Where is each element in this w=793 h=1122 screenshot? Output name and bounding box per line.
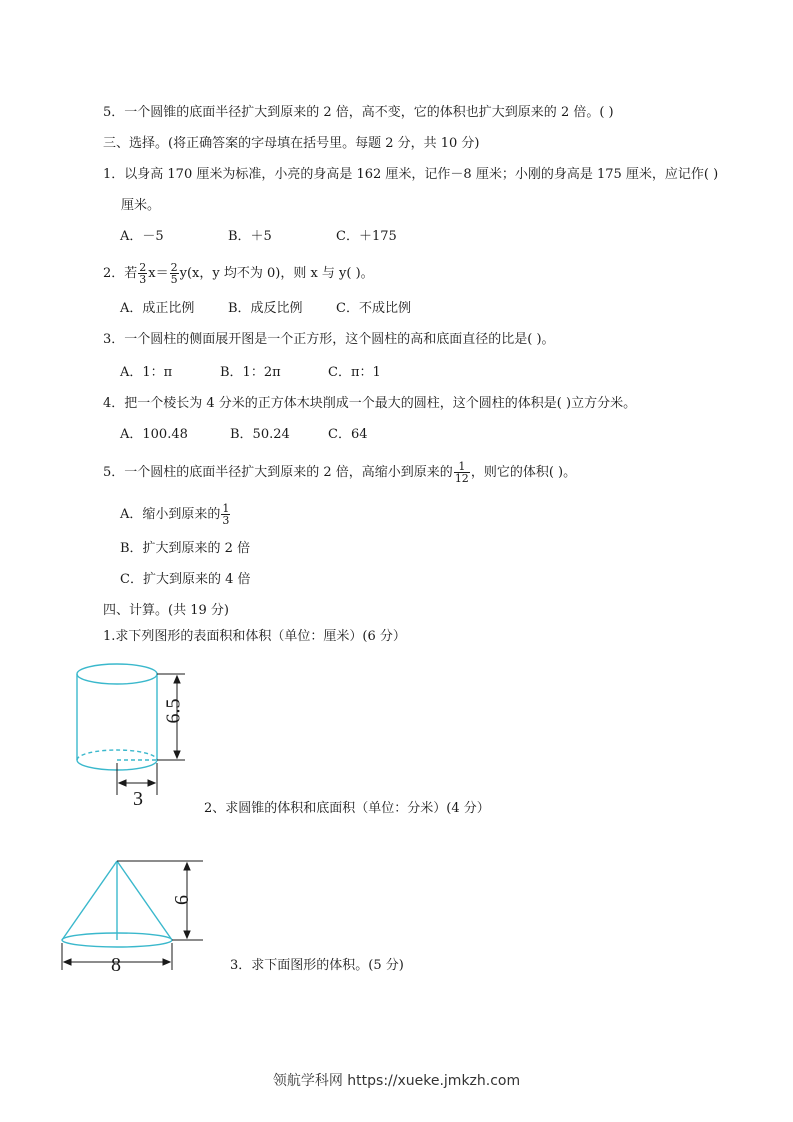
option-a: A．100.48 [120, 427, 188, 442]
fraction-denominator: 12 [454, 472, 469, 485]
choice-1-options [120, 228, 397, 246]
fraction [454, 461, 470, 484]
choice-5-option-b: B．扩大到原来的 2 倍 [120, 541, 251, 556]
option-c: C．不成比例 [336, 301, 411, 316]
cone-left-slant [62, 861, 117, 940]
option-a: A．1：π [120, 365, 173, 380]
fraction [170, 262, 179, 285]
option-a: A．成正比例 [120, 301, 195, 316]
choice-2-text [103, 262, 374, 285]
section-4-title: 四、计算。(共 19 分) [103, 603, 229, 618]
option-a: A．－5 [120, 229, 164, 244]
cone-height-label: 6 [171, 895, 193, 905]
cylinder-height-label: 6.5 [162, 698, 185, 724]
choice-5-prefix: 5．一个圆柱的底面半径扩大到原来的 2 倍，高缩小到原来的 [103, 465, 453, 480]
cone-right-slant [117, 861, 172, 940]
cylinder-top-ellipse [77, 664, 157, 684]
choice-4-text: 4．把一个棱长为 4 分米的正方体木块削成一个最大的圆柱，这个圆柱的体积是( )立方分米。 [103, 396, 637, 411]
fraction [221, 503, 230, 526]
problem-1-title: 1.求下列图形的表面积和体积（单位：厘米）(6 分） [103, 629, 406, 644]
choice-5-suffix: ，则它的体积( )。 [470, 465, 577, 480]
choice-5-option-c: C．扩大到原来的 4 倍 [120, 572, 251, 587]
cylinder-radius-label: 3 [133, 788, 143, 810]
cone-diameter-label: 8 [111, 954, 121, 976]
choice-2-prefix: 2．若 [103, 266, 138, 281]
option-c: C．＋175 [336, 229, 397, 244]
choice-1-cont: 厘米。 [121, 198, 161, 213]
fraction-denominator: 3 [139, 273, 147, 286]
option-b: B．＋5 [228, 229, 272, 244]
cylinder-figure [60, 655, 200, 815]
problem-3-title: 3．求下面图形的体积。(5 分) [230, 958, 404, 973]
fraction-numerator: 2 [170, 261, 178, 274]
problem-2-title: 2、求圆锥的体积和底面积（单位：分米）(4 分） [204, 801, 490, 816]
choice-5-option-a [120, 503, 231, 526]
cylinder-bottom-back [77, 750, 157, 760]
fraction-numerator: 2 [139, 261, 147, 274]
fraction-numerator: 1 [454, 461, 470, 473]
fraction-numerator: 1 [222, 502, 230, 515]
option-b: B．成反比例 [228, 301, 303, 316]
footer-watermark: 领航学科网 https://xueke.jmkzh.com [272, 1073, 521, 1089]
option-a-prefix: A．缩小到原来的 [120, 507, 221, 522]
choice-2-suffix: y(x，y 均不为 0)，则 x 与 y( )。 [179, 266, 374, 281]
option-b: B．1：2π [220, 365, 281, 380]
choice-5-text [103, 461, 576, 484]
choice-2-mid: x＝ [148, 266, 169, 281]
cone-figure [55, 855, 215, 980]
judge-q5: 5．一个圆锥的底面半径扩大到原来的 2 倍，高不变，它的体积也扩大到原来的 2 倍。( ) [103, 105, 614, 120]
fraction [138, 262, 147, 285]
choice-3-text: 3．一个圆柱的侧面展开图是一个正方形，这个圆柱的高和底面直径的比是( )。 [103, 332, 555, 347]
choice-1-text: 1．以身高 170 厘米为标准，小亮的身高是 162 厘米，记作－8 厘米；小刚的身高是 175 厘米，应记作( ) [103, 167, 719, 182]
fraction-denominator: 3 [222, 514, 230, 527]
option-c: C．64 [328, 427, 368, 442]
choice-3-options [120, 364, 381, 382]
section-3-title: 三、选择。(将正确答案的字母填在括号里。每题 2 分，共 10 分) [103, 136, 480, 151]
option-b: B．50.24 [230, 427, 290, 442]
option-c: C．π：1 [328, 365, 381, 380]
fraction-denominator: 5 [170, 273, 178, 286]
choice-4-options [120, 426, 368, 444]
choice-2-options [120, 300, 411, 318]
